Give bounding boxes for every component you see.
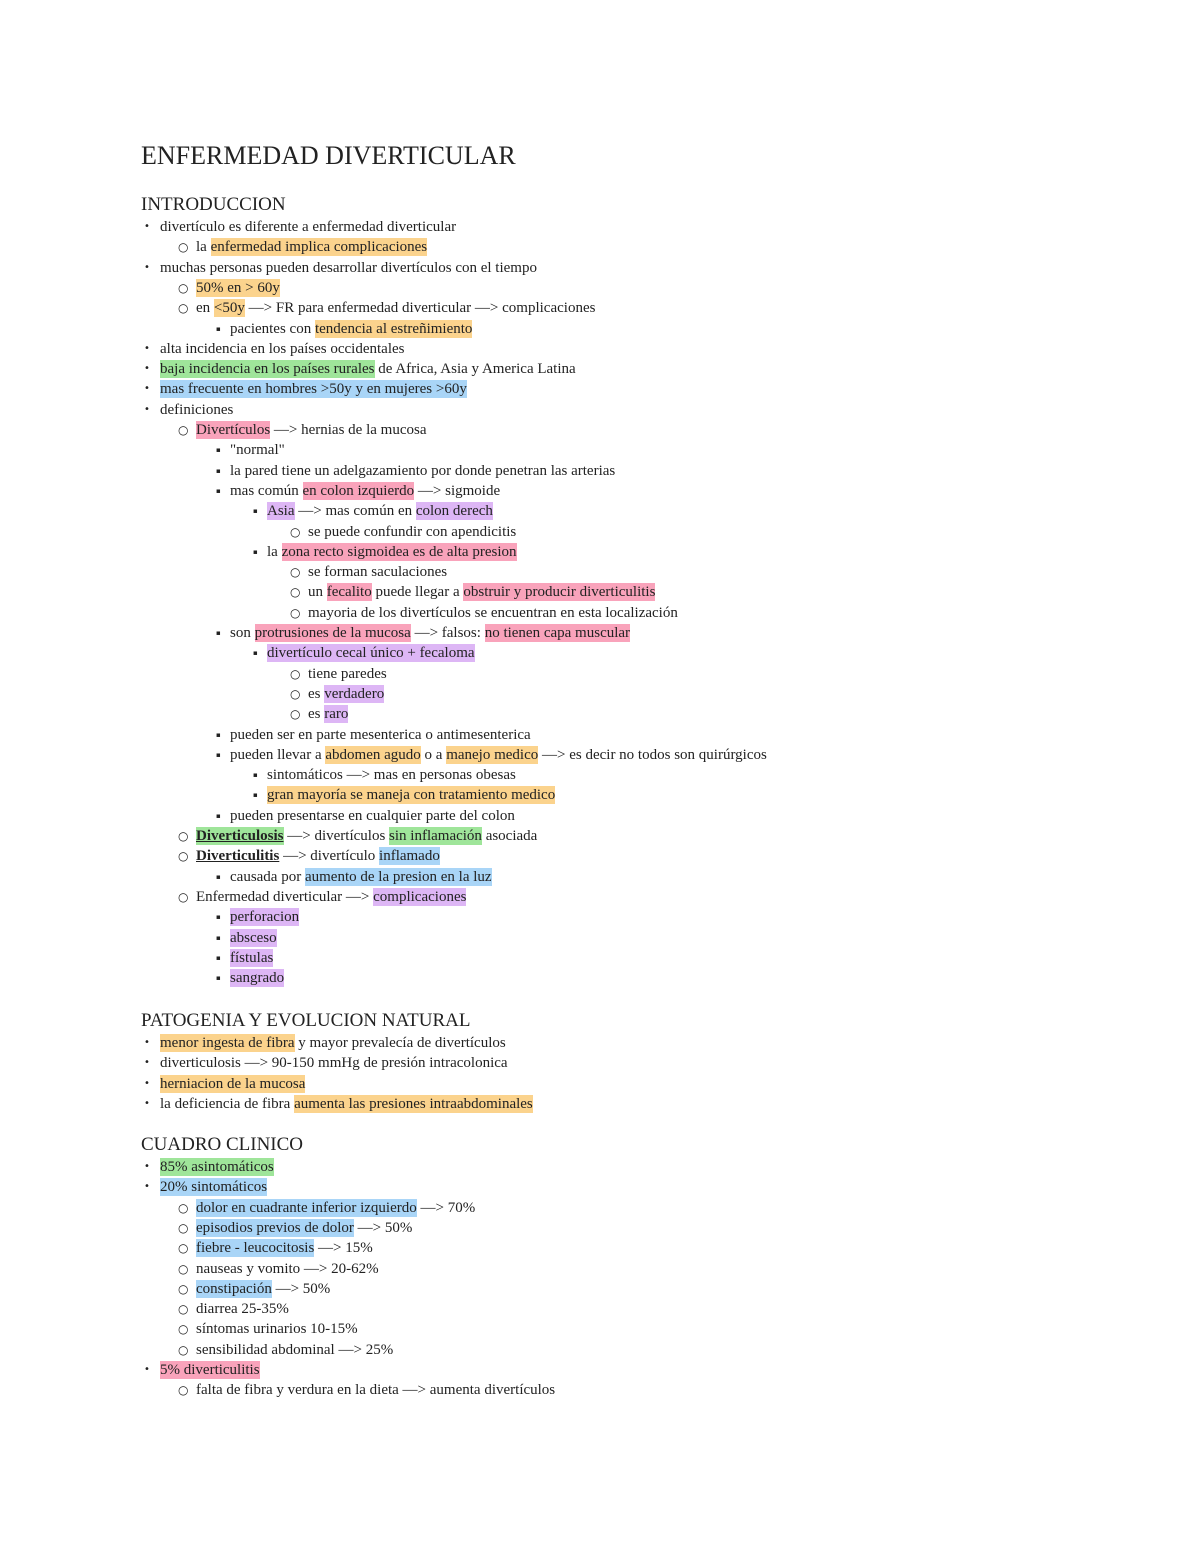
list-item [178,846,440,866]
list-item [144,1074,305,1094]
item-text: diarrea 25-35% [196,1301,289,1317]
highlighted-text: mas frecuente en hombres >50y y en mujeres >60y [160,381,467,397]
highlighted-text: Diverticulosis [196,828,284,844]
list-item [144,1033,506,1053]
list-item [216,623,630,643]
highlighted-text: baja incidencia en los países rurales [160,361,375,377]
bullet-square-icon: ▪ [216,954,221,962]
item-text: mayoria de los divertículos se encuentran en esta localización [308,605,678,621]
list-item [216,928,277,948]
item-text: divertículo es diferente a enfermedad diverticular [160,219,457,235]
item-text: síntomas urinarios 10-15% [196,1321,358,1337]
item-text: un [308,584,327,600]
highlighted-text: Divertículos [196,422,271,438]
item-text: "normal" [230,442,285,458]
bullet-square-icon: ▪ [216,325,221,333]
bullet-dot-icon: • [144,404,150,415]
bullet-circle-icon: ○ [178,1322,189,1336]
list-item [290,522,516,542]
bullet-circle-icon: ○ [178,829,189,843]
highlighted-text: abdomen agudo [325,747,421,763]
bullet-circle-icon: ○ [178,1282,189,1296]
bullet-dot-icon: • [144,262,150,273]
highlighted-text: aumenta las presiones intraabdominales [294,1096,533,1112]
highlighted-text: herniacion de la mucosa [160,1076,306,1092]
list-item [178,278,280,298]
item-text: pueden presentarse en cualquier parte del colon [230,808,515,824]
bullet-dot-icon: • [144,1078,150,1089]
item-text: se forman saculaciones [308,564,448,580]
bullet-dot-icon: • [144,1098,150,1109]
list-item [144,1053,508,1073]
bullet-circle-icon: ○ [178,1343,189,1357]
highlighted-text: verdadero [324,686,385,702]
highlighted-text: fecalito [326,584,372,600]
item-text: —> falsos: [410,625,485,641]
bullet-dot-icon: • [144,1161,150,1172]
list-item [144,1360,260,1380]
highlighted-text: protrusiones de la mucosa [254,625,411,641]
list-item [290,664,387,684]
item-text: —> mas común en [294,503,416,519]
list-item [144,359,576,379]
highlighted-text: dolor en cuadrante inferior izquierdo [196,1200,417,1216]
item-text: pacientes con [230,321,315,337]
list-item [144,339,404,359]
bullet-circle-icon: ○ [178,301,189,315]
item-text: alta incidencia en los países occidentales [160,341,405,357]
highlighted-text: fístulas [230,950,274,966]
highlighted-text: perforacion [230,909,300,925]
bullet-circle-icon: ○ [178,849,189,863]
list-item [178,237,427,257]
list-item [144,1094,533,1114]
list-item [144,1177,267,1197]
list-item [178,298,595,318]
highlighted-text: complicaciones [373,889,467,905]
list-item [144,379,467,399]
bullet-circle-icon: ○ [178,240,189,254]
highlighted-text: enfermedad implica complicaciones [210,239,428,255]
list-item [216,481,500,501]
list-item [216,948,273,968]
list-item [178,1319,358,1339]
bullet-circle-icon: ○ [178,890,189,904]
section-heading: INTRODUCCION [141,194,286,215]
bullet-square-icon: ▪ [216,751,221,759]
list-item [178,1198,475,1218]
highlighted-text: constipación [196,1281,272,1297]
list-item [290,582,655,602]
item-text: es [308,706,325,722]
item-text: es [308,686,325,702]
bullet-square-icon: ▪ [253,649,258,657]
highlighted-text: 85% asintomáticos [160,1159,274,1175]
list-item [216,907,299,927]
bullet-square-icon: ▪ [216,934,221,942]
item-text: la deficiencia de fibra [160,1096,295,1112]
item-text: se puede confundir con apendicitis [308,524,517,540]
bullet-square-icon: ▪ [216,812,221,820]
bullet-circle-icon: ○ [178,1201,189,1215]
bullet-circle-icon: ○ [290,606,301,620]
item-text: o a [420,747,447,763]
item-text: puede llegar a [371,584,464,600]
item-text: —> hernias de la mucosa [270,422,427,438]
list-item [253,501,493,521]
highlighted-text: <50y [213,300,245,316]
bullet-circle-icon: ○ [178,1302,189,1316]
highlighted-text: obstruir y producir diverticulitis [463,584,656,600]
item-text: sensibilidad abdominal —> 25% [196,1342,394,1358]
bullet-square-icon: ▪ [253,791,258,799]
bullet-circle-icon: ○ [178,281,189,295]
highlighted-text: inflamado [379,848,440,864]
list-item [178,887,466,907]
highlighted-text: manejo medico [446,747,539,763]
highlighted-text: sin inflamación [389,828,482,844]
highlighted-text: raro [324,706,349,722]
list-item [216,867,492,887]
list-item [144,217,456,237]
list-item [290,684,384,704]
item-text: sintomáticos —> mas en personas obesas [267,767,516,783]
item-text: —> 70% [416,1200,476,1216]
item-text: —> sigmoide [414,483,501,499]
item-text: —> divertículo [279,848,380,864]
highlighted-text: aumento de la presion en la luz [304,869,492,885]
list-item [178,1340,393,1360]
highlighted-text: absceso [230,930,277,946]
bullet-dot-icon: • [144,1364,150,1375]
bullet-circle-icon: ○ [178,1241,189,1255]
list-item [216,319,472,339]
item-text: muchas personas pueden desarrollar divertículos con el tiempo [160,260,537,276]
list-item [253,542,517,562]
list-item [144,400,233,420]
bullet-square-icon: ▪ [216,629,221,637]
list-item [216,745,767,765]
highlighted-text: gran mayoría se maneja con tratamiento medico [267,787,556,803]
list-item [216,806,515,826]
item-text: y mayor prevalecía de divertículos [294,1035,506,1051]
document-title: ENFERMEDAD DIVERTICULAR [141,141,516,170]
bullet-dot-icon: • [144,363,150,374]
bullet-circle-icon: ○ [290,667,301,681]
list-item [290,562,447,582]
bullet-square-icon: ▪ [216,487,221,495]
bullet-dot-icon: • [144,1057,150,1068]
bullet-dot-icon: • [144,221,150,232]
item-text: la [267,544,282,560]
highlighted-text: no tienen capa muscular [484,625,631,641]
highlighted-text: sangrado [230,970,285,986]
list-item [216,968,284,988]
bullet-circle-icon: ○ [290,565,301,579]
list-item [178,1259,379,1279]
highlighted-text: 20% sintomáticos [160,1179,268,1195]
item-text: —> es decir no todos son quirúrgicos [538,747,767,763]
list-item [290,704,348,724]
item-text: pueden llevar a [230,747,326,763]
list-item [253,785,555,805]
item-text: falta de fibra y verdura en la dieta —> aumenta divertículos [196,1382,556,1398]
list-item [216,440,285,460]
highlighted-text: Asia [267,503,295,519]
bullet-circle-icon: ○ [178,1383,189,1397]
bullet-square-icon: ▪ [216,913,221,921]
highlighted-text: 50% en > 60y [196,280,280,296]
item-text: mas común [230,483,303,499]
item-text: pueden ser en parte mesenterica o antimesenterica [230,727,531,743]
bullet-square-icon: ▪ [216,731,221,739]
highlighted-text: zona recto sigmoidea es de alta presion [281,544,517,560]
bullet-circle-icon: ○ [290,687,301,701]
bullet-square-icon: ▪ [253,771,258,779]
item-text: —> 50% [271,1281,331,1297]
bullet-square-icon: ▪ [216,467,221,475]
list-item [178,1279,330,1299]
item-text: —> FR para enfermedad diverticular —> complicaciones [244,300,596,316]
item-text: la [196,239,211,255]
item-text: la pared tiene un adelgazamiento por donde penetran las arterias [230,463,616,479]
highlighted-text: fiebre - leucocitosis [196,1240,315,1256]
bullet-circle-icon: ○ [178,1262,189,1276]
list-item [178,1218,412,1238]
bullet-dot-icon: • [144,383,150,394]
list-item [144,258,537,278]
highlighted-text: menor ingesta de fibra [160,1035,295,1051]
item-text: diverticulosis —> 90-150 mmHg de presión intracolonica [160,1055,508,1071]
list-item [178,1380,555,1400]
bullet-square-icon: ▪ [216,873,221,881]
bullet-circle-icon: ○ [290,585,301,599]
item-text: definiciones [160,402,234,418]
item-text: de Africa, Asia y America Latina [374,361,576,377]
highlighted-text: divertículo cecal único + fecaloma [267,645,475,661]
list-item [178,420,426,440]
list-item [253,765,516,785]
item-text: son [230,625,255,641]
list-item [178,826,537,846]
item-text: en [196,300,214,316]
item-text: —> 15% [314,1240,373,1256]
bullet-circle-icon: ○ [290,707,301,721]
highlighted-text: colon derech [415,503,493,519]
list-item [216,461,615,481]
item-text: asociada [481,828,538,844]
list-item [144,1157,274,1177]
section-heading: CUADRO CLINICO [141,1134,304,1155]
bullet-square-icon: ▪ [253,507,258,515]
bullet-square-icon: ▪ [216,446,221,454]
item-text: —> 50% [353,1220,413,1236]
highlighted-text: tendencia al estreñimiento [314,321,473,337]
item-text: Enfermedad diverticular —> [196,889,374,905]
list-item [178,1299,289,1319]
bullet-square-icon: ▪ [253,548,258,556]
list-item [178,1238,373,1258]
bullet-square-icon: ▪ [216,974,221,982]
bullet-dot-icon: • [144,343,150,354]
item-text: Diverticulitis [196,848,280,864]
list-item [290,603,678,623]
bullet-dot-icon: • [144,1181,150,1192]
section-heading: PATOGENIA Y EVOLUCION NATURAL [141,1010,471,1031]
bullet-circle-icon: ○ [290,525,301,539]
item-text: tiene paredes [308,666,387,682]
highlighted-text: 5% diverticulitis [160,1362,260,1378]
item-text: —> divertículos [283,828,390,844]
bullet-circle-icon: ○ [178,1221,189,1235]
highlighted-text: en colon izquierdo [302,483,415,499]
list-item [253,643,475,663]
list-item [216,725,531,745]
item-text: nauseas y vomito —> 20-62% [196,1261,379,1277]
bullet-dot-icon: • [144,1037,150,1048]
highlighted-text: episodios previos de dolor [196,1220,354,1236]
bullet-circle-icon: ○ [178,423,189,437]
item-text: causada por [230,869,305,885]
